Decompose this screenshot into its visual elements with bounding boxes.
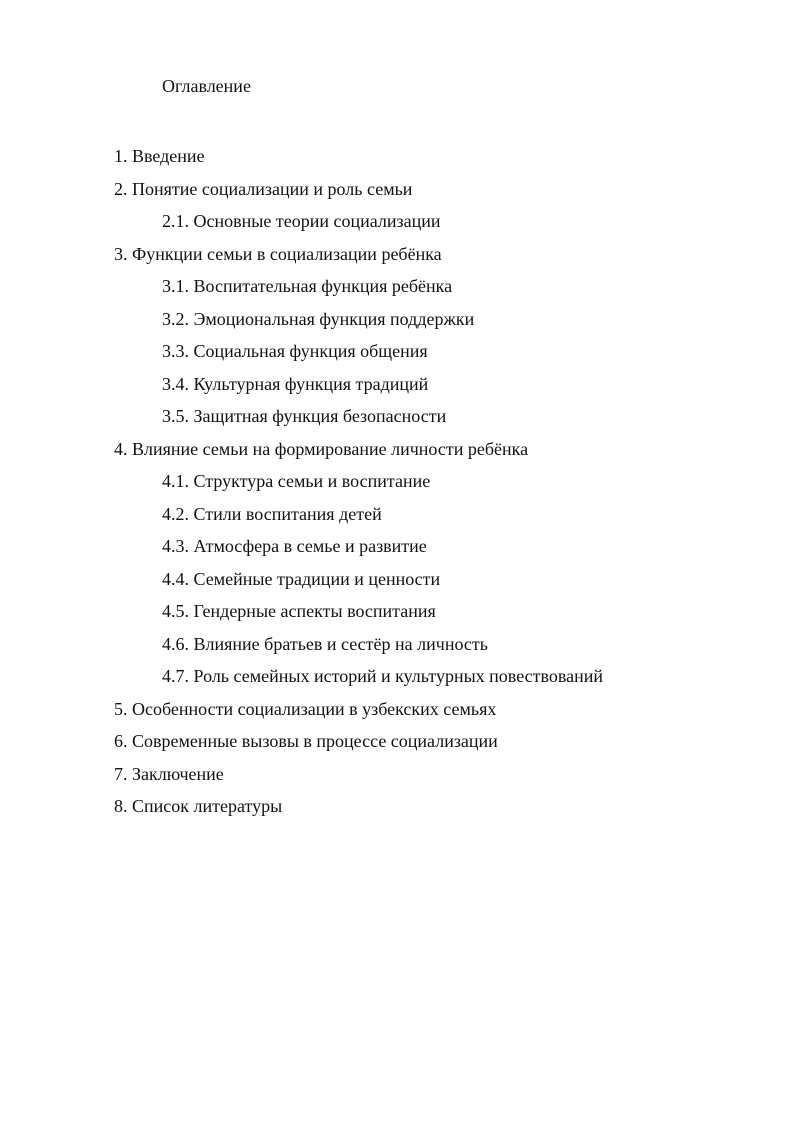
toc-subitem: 3.5. Защитная функция безопасности <box>162 406 447 426</box>
toc-subitem: 4.4. Семейные традиции и ценности <box>162 568 441 589</box>
toc-subitem: 4.6. Влияние братьев и сестёр на личность <box>162 633 488 654</box>
toc-item: 1. Введение <box>114 146 205 166</box>
toc-item: 7. Заключение <box>114 763 224 784</box>
toc-subitem: 3.3. Социальная функция общения <box>162 341 428 361</box>
toc-subitem: 3.4. Культурная функция традиций <box>162 373 429 394</box>
toc-subitem: 3.1. Воспитательная функция ребёнка <box>162 276 453 296</box>
toc-item: 8. Список литературы <box>114 796 283 816</box>
toc-item: 3. Функции семьи в социализации ребёнка <box>114 243 442 264</box>
toc-title: Оглавление <box>162 76 251 96</box>
toc-item: 2. Понятие социализации и роль семьи <box>114 178 413 199</box>
toc-subitem: 3.2. Эмоциональная функция поддержки <box>162 308 475 329</box>
toc-item: 4. Влияние семьи на формирование личности ребёнка <box>114 438 529 459</box>
toc-subitem: 4.7. Роль семейных историй и культурных повествований <box>162 666 604 686</box>
toc-item: 6. Современные вызовы в процессе социализации <box>114 731 498 751</box>
toc-list <box>114 140 603 823</box>
toc-subitem: 4.1. Структура семьи и воспитание <box>162 471 431 491</box>
toc-subitem: 4.2. Стили воспитания детей <box>162 503 382 524</box>
toc-subitem: 2.1. Основные теории социализации <box>162 211 441 231</box>
toc-subitem: 4.3. Атмосфера в семье и развитие <box>162 536 427 556</box>
toc-subitem: 4.5. Гендерные аспекты воспитания <box>162 601 436 621</box>
toc-item: 5. Особенности социализации в узбекских семьях <box>114 698 497 719</box>
